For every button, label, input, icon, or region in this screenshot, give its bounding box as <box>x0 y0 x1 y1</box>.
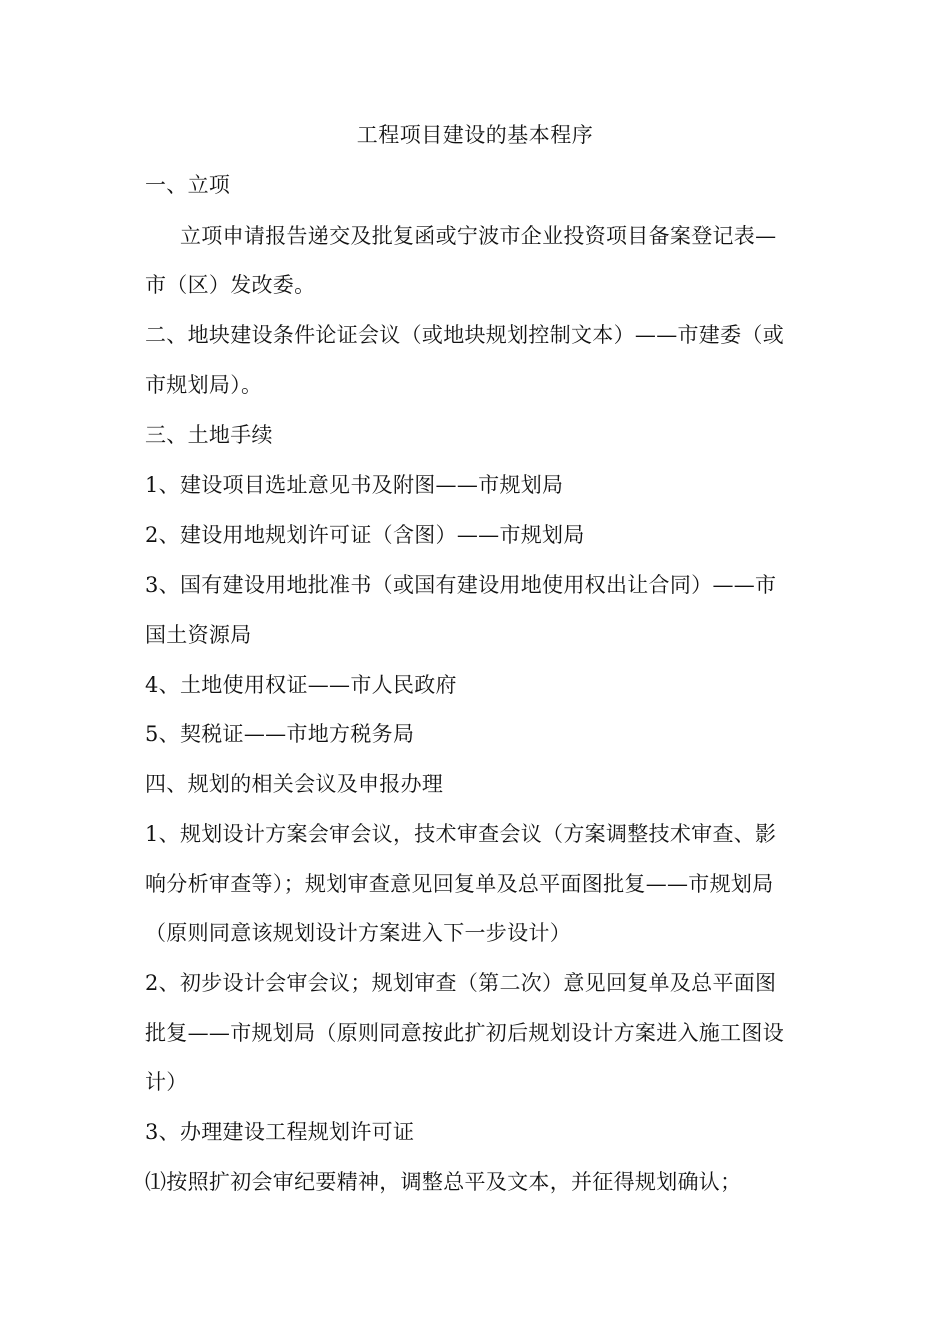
section-heading-4: 四、规划的相关会议及申报办理 <box>145 772 444 796</box>
list-item: 3、国有建设用地批准书（或国有建设用地使用权出让合同）——市 <box>145 573 777 597</box>
list-item: 2、初步设计会审会议；规划审查（第二次）意见回复单及总平面图 <box>145 971 777 995</box>
list-item: 5、契税证——市地方税务局 <box>145 722 415 746</box>
list-item: 4、土地使用权证——市人民政府 <box>145 673 457 697</box>
list-item: 3、办理建设工程规划许可证 <box>145 1120 415 1144</box>
list-item-continued: （原则同意该规划设计方案进入下一步设计） <box>145 921 571 945</box>
section-heading-1: 一、立项 <box>145 173 231 197</box>
list-item: 1、规划设计方案会审会议，技术审查会议（方案调整技术审查、影 <box>145 822 777 846</box>
paragraph-line: 市（区）发改委。 <box>145 273 316 297</box>
list-item-continued: 响分析审查等）；规划审查意见回复单及总平面图批复——市规划局 <box>145 872 774 896</box>
document-title: 工程项目建设的基本程序 <box>356 123 594 147</box>
section-heading-3: 三、土地手续 <box>145 423 273 447</box>
list-item-continued: 计） <box>145 1070 188 1094</box>
sub-list-item: ⑴按照扩初会审纪要精神，调整总平及文本，并征得规划确认； <box>145 1170 742 1194</box>
section-heading-2: 二、地块建设条件论证会议（或地块规划控制文本）——市建委（或 <box>145 323 784 347</box>
list-item-continued: 批复——市规划局（原则同意按此扩初后规划设计方案进入施工图设 <box>145 1021 784 1045</box>
list-item: 1、建设项目选址意见书及附图——市规划局 <box>145 473 564 497</box>
list-item-continued: 国土资源局 <box>145 623 252 647</box>
paragraph-line: 市规划局）。 <box>145 373 263 397</box>
list-item: 2、建设用地规划许可证（含图）——市规划局 <box>145 523 585 547</box>
paragraph-line: 立项申请报告递交及批复函或宁波市企业投资项目备案登记表— <box>180 224 777 248</box>
